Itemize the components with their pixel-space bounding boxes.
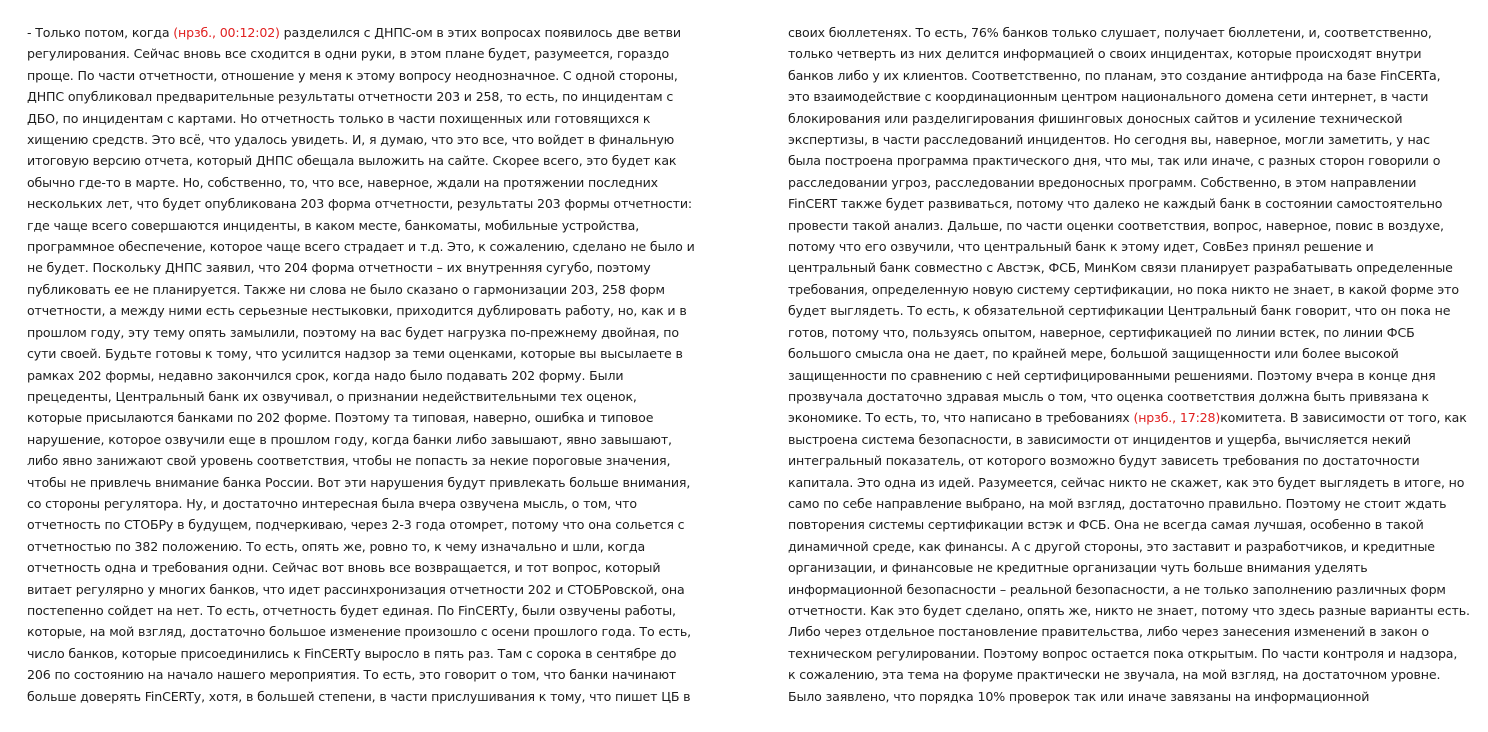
text-line <box>788 172 1453 193</box>
text-segment: отчетность одна и требования одни. Сейчас вот вновь все возвращается, и тот вопрос, который <box>27 560 661 576</box>
text-line <box>788 65 1453 86</box>
text-line <box>788 193 1453 214</box>
text-segment: прошлом году, эту тему опять замылили, поэтому на вас будет нагрузка по-прежнему двойная, по <box>27 324 679 340</box>
text-segment: техническом регулировании. Поэтому вопрос остается пока открытым. По части контроля и надзора, <box>788 645 1458 661</box>
text-segment: отчетность по СТОБРу в будущем, подчеркиваю, через 2-3 года отомрет, потому что она сольется с <box>27 517 685 533</box>
text-segment: к сожалению, эта тема на форуме практически не звучала, на мой взгляд, на достаточном уровне. <box>788 667 1441 683</box>
text-line <box>27 215 692 236</box>
text-line <box>27 129 692 150</box>
text-line <box>788 514 1453 535</box>
inaudible-note: (нрзб., 00:12:02) <box>173 25 280 40</box>
text-segment: 206 по состоянию на начало нашего мероприятия. То есть, это говорит о том, что банки начинают <box>27 667 677 683</box>
text-segment: повторения системы сертификации встэк и ФСБ. Она не всегда самая лучшая, особенно в такой <box>788 517 1424 533</box>
text-line <box>788 600 1470 621</box>
text-line <box>788 215 1453 236</box>
text-line <box>27 343 692 364</box>
text-segment: провести такой анализ. Дальше, по части оценки соответствия, вопрос, наверное, повис в воздухе, <box>788 217 1444 233</box>
text-segment: само по себе направление выбрано, на мой взгляд, достаточно правильно. Поэтому не стоит ждать <box>788 495 1447 511</box>
text-segment: готов, потому что, пользуясь опытом, наверное, сертификацией по линии встек, по линии ФСБ <box>788 324 1415 340</box>
text-segment: со стороны регулятора. Ну, и достаточно интересная была вчера озвучена мысль, о том, что <box>27 495 637 511</box>
text-segment: будет выглядеть. То есть, к обязательной сертификации Центральный банк говорит, что он пока не <box>788 303 1451 319</box>
text-line <box>27 108 692 129</box>
text-line <box>27 365 692 386</box>
text-line <box>27 279 692 300</box>
text-line <box>788 686 1453 707</box>
text-segment: число банков, которые присоединились к FinCERTу выросло в пять раз. Там с сорока в сентябре до <box>27 645 677 661</box>
text-segment: прецеденты, Центральный банк их озвучивал, о признании недействительными тех оценок, <box>27 388 637 404</box>
text-segment: расследовании угроз, расследовании вредоносных программ. Собственно, в этом направлении <box>788 174 1417 190</box>
text-segment: FinCERT также будет развиваться, потому что далеко не каждый банк в состоянии самостоятельно <box>788 196 1443 212</box>
text-segment: была построена программа практического дня, что мы, так или иначе, с разных сторон говорили о <box>788 153 1441 169</box>
text-line <box>27 536 692 557</box>
text-line <box>27 600 692 621</box>
text-segment: комитета. В зависимости от того, как <box>1220 410 1467 426</box>
text-segment: нескольких лет, что будет опубликована 203 форма отчетности, результаты 203 формы отчетности: <box>27 196 692 212</box>
text-line <box>27 65 692 86</box>
text-line <box>788 43 1453 64</box>
text-segment: хищению средств. Это всё, что удалось увидеть. И, я думаю, что это все, что войдет в финальную <box>27 132 675 148</box>
text-line <box>27 43 692 64</box>
text-line <box>788 279 1459 300</box>
text-segment: ДБО, по инцидентам с картами. Но отчетность только в части похищенных или готовящихся к <box>27 110 651 126</box>
text-line <box>27 429 692 450</box>
text-segment: банков либо у их клиентов. Соответственно, по планам, это создание антифрода на базе FinCERTа, <box>788 67 1441 83</box>
text-segment: отчетности. Как это будет сделано, опять же, никто не знает, потому что здесь разные варианты есть. <box>788 602 1470 618</box>
text-segment: отчетности, а между ними есть серьезные нестыковки, приходится дублировать работу, но, как и в <box>27 303 687 319</box>
text-segment: либо явно занижают свой уровень соответствия, чтобы не попасть за некие пороговые значения, <box>27 453 671 469</box>
text-segment: постепенно сойдет на нет. То есть, отчетность будет единая. По FinCERTу, были озвучены работы, <box>27 602 676 618</box>
text-line <box>27 686 692 707</box>
text-line <box>27 450 692 471</box>
text-line <box>27 386 692 407</box>
text-segment: капитала. Это одна из идей. Разумеется, сейчас никто не скажет, как это будет выглядеть в итоге, но <box>788 474 1465 490</box>
text-segment: прозвучала достаточно здравая мысль о том, что оценка соответствия должна быть привязана к <box>788 388 1429 404</box>
text-segment: проще. По части отчетности, отношение у меня к этому вопросу неоднозначное. С одной стороны, <box>27 67 678 83</box>
text-segment: потому что его озвучили, что центральный банк к этому идет, СовБез принял решение и <box>788 239 1374 255</box>
text-line <box>788 407 1467 428</box>
text-line <box>27 172 692 193</box>
text-segment: защищенности по сравнению с ней сертифицированными решениями. Поэтому вчера в конце дня <box>788 367 1436 383</box>
text-segment: интегральный показатель, от которого возможно будут зависеть требования по достаточности <box>788 453 1420 469</box>
text-line <box>27 493 692 514</box>
text-line <box>788 429 1453 450</box>
text-line <box>788 257 1453 278</box>
text-line <box>788 557 1453 578</box>
text-segment: только четверть из них делится информацией о своих инцидентах, которые происходят внутри <box>788 46 1422 62</box>
text-segment: своих бюллетенях. То есть, 76% банков только слушает, получает бюллетени, и, соответственно, <box>788 25 1432 40</box>
text-line <box>27 472 692 493</box>
text-segment: чтобы не привлечь внимание банка России. Вот эти нарушения будут привлекать больше внимания, <box>27 474 691 490</box>
text-segment: это взаимодействие с координационным центром национального домена сети интернет, в части <box>788 89 1429 105</box>
text-line <box>27 579 692 600</box>
text-line <box>27 86 692 107</box>
text-segment: которые, на мой взгляд, достаточно большое изменение произошло с осени прошлого года. То есть, <box>27 624 692 640</box>
text-segment: ДНПС опубликовал предварительные результаты отчетности 203 и 258, то есть, по инцидентам с <box>27 89 674 105</box>
text-line <box>788 493 1453 514</box>
text-segment: нарушение, которое озвучили еще в прошлом году, когда банки либо завышают, явно завышают, <box>27 431 672 447</box>
text-line <box>788 322 1453 343</box>
text-segment: блокирования или разделигирования фишинговых доносных сайтов и усиление технической <box>788 110 1403 126</box>
text-line <box>788 129 1453 150</box>
text-line <box>27 621 692 642</box>
text-line <box>788 472 1465 493</box>
text-line <box>27 22 692 43</box>
text-segment: рамках 202 формы, недавно закончился срок, когда надо было подавать 202 форму. Были <box>27 367 624 383</box>
text-line <box>27 300 692 321</box>
text-line <box>788 236 1453 257</box>
text-segment: центральный банк совместно с Австэк, ФСБ, МинКом связи планирует разрабатывать определенные <box>788 260 1453 276</box>
text-line <box>788 643 1458 664</box>
text-line <box>27 150 692 171</box>
text-line <box>788 150 1453 171</box>
inaudible-note: (нрзб., 17:28) <box>1133 410 1221 426</box>
text-segment: которые присылаются банками по 202 форме. Поэтому та типовая, наверно, ошибка и типовое <box>27 410 654 426</box>
right-text-column <box>788 22 1470 707</box>
text-line <box>27 236 695 257</box>
text-segment: сути своей. Будьте готовы к тому, что усилится надзор за теми оценками, которые вы высылаете в <box>27 346 683 362</box>
text-segment: не будет. Поскольку ДНПС заявил, что 204 форма отчетности – их внутренняя сугубо, поэтому <box>27 260 651 276</box>
text-line <box>27 664 692 685</box>
text-line <box>788 86 1453 107</box>
text-line <box>27 407 692 428</box>
text-line <box>788 536 1453 557</box>
text-segment: организации, и финансовые не кредитные организации чуть больше внимания уделять <box>788 560 1368 576</box>
text-line <box>788 22 1453 43</box>
text-line <box>27 257 692 278</box>
text-line <box>788 300 1453 321</box>
text-line <box>27 643 692 664</box>
text-line <box>788 365 1453 386</box>
text-segment: где чаще всего совершаются инциденты, в каком месте, банкоматы, мобильные устройства, <box>27 217 640 233</box>
text-line <box>788 664 1453 685</box>
text-segment: - Только потом, когда <box>27 25 174 40</box>
text-line <box>788 343 1453 364</box>
text-segment: регулирования. Сейчас вновь все сходится в одни руки, в этом плане будет, разумеется, гораздо <box>27 46 670 62</box>
text-segment: разделился с ДНПС-ом в этих вопросах появилось две ветви <box>279 25 681 40</box>
text-segment: Либо через отдельное постановление правительства, либо через занесения изменений в закон о <box>788 624 1429 640</box>
text-segment: публиковать ее не планируется. Также ни слова не было сказано о гармонизации 203, 258 форм <box>27 281 665 297</box>
text-line <box>27 322 692 343</box>
text-line <box>788 621 1453 642</box>
text-segment: выстроена система безопасности, в зависимости от инцидентов и ущерба, вычисляется некий <box>788 431 1411 447</box>
text-segment: итоговую версию отчета, который ДНПС обещала выложить на сайте. Скорее всего, это будет как <box>27 153 677 169</box>
text-segment: больше доверять FinCERTу, хотя, в большей степени, в части прислушивания к тому, что пишет ЦБ в <box>27 688 691 704</box>
text-line <box>788 108 1453 129</box>
text-segment: динамичной среде, как финансы. А с другой стороны, это заставит и разработчиков, и кредитные <box>788 538 1435 554</box>
text-line <box>788 386 1453 407</box>
text-line <box>27 193 692 214</box>
text-line <box>788 450 1453 471</box>
text-segment: программное обеспечение, которое чаще всего страдает и т.д. Это, к сожалению, сделано не было и <box>27 239 695 255</box>
text-segment: требования, определенную новую систему сертификации, но пока никто не знает, в какой форме это <box>788 281 1459 297</box>
text-line <box>27 557 692 578</box>
text-segment: Было заявлено, что порядка 10% проверок так или иначе завязаны на информационной <box>788 688 1370 704</box>
text-line <box>27 514 692 535</box>
text-segment: обычно где-то в марте. Но, собственно, то, что все, наверное, ждали на протяжении последних <box>27 174 658 190</box>
text-segment: витает регулярно у многих банков, что идет рассинхронизация отчетности 202 и СТОБРовской, она <box>27 581 685 597</box>
left-text-column <box>27 22 695 707</box>
text-segment: экспертизы, в части расследований инцидентов. Но сегодня вы, наверное, могли заметить, у нас <box>788 132 1430 148</box>
text-segment: отчетностью по 382 положению. То есть, опять же, ровно то, к чему изначально и шли, когда <box>27 538 646 554</box>
text-segment: экономике. То есть, то, что написано в требованиях <box>788 410 1134 426</box>
text-segment: информационной безопасности – реальной безопасности, а не только заполнению различных форм <box>788 581 1446 597</box>
text-segment: большого смысла она не дает, по крайней мере, большой защищенности или более высокой <box>788 346 1399 362</box>
text-line <box>788 579 1453 600</box>
